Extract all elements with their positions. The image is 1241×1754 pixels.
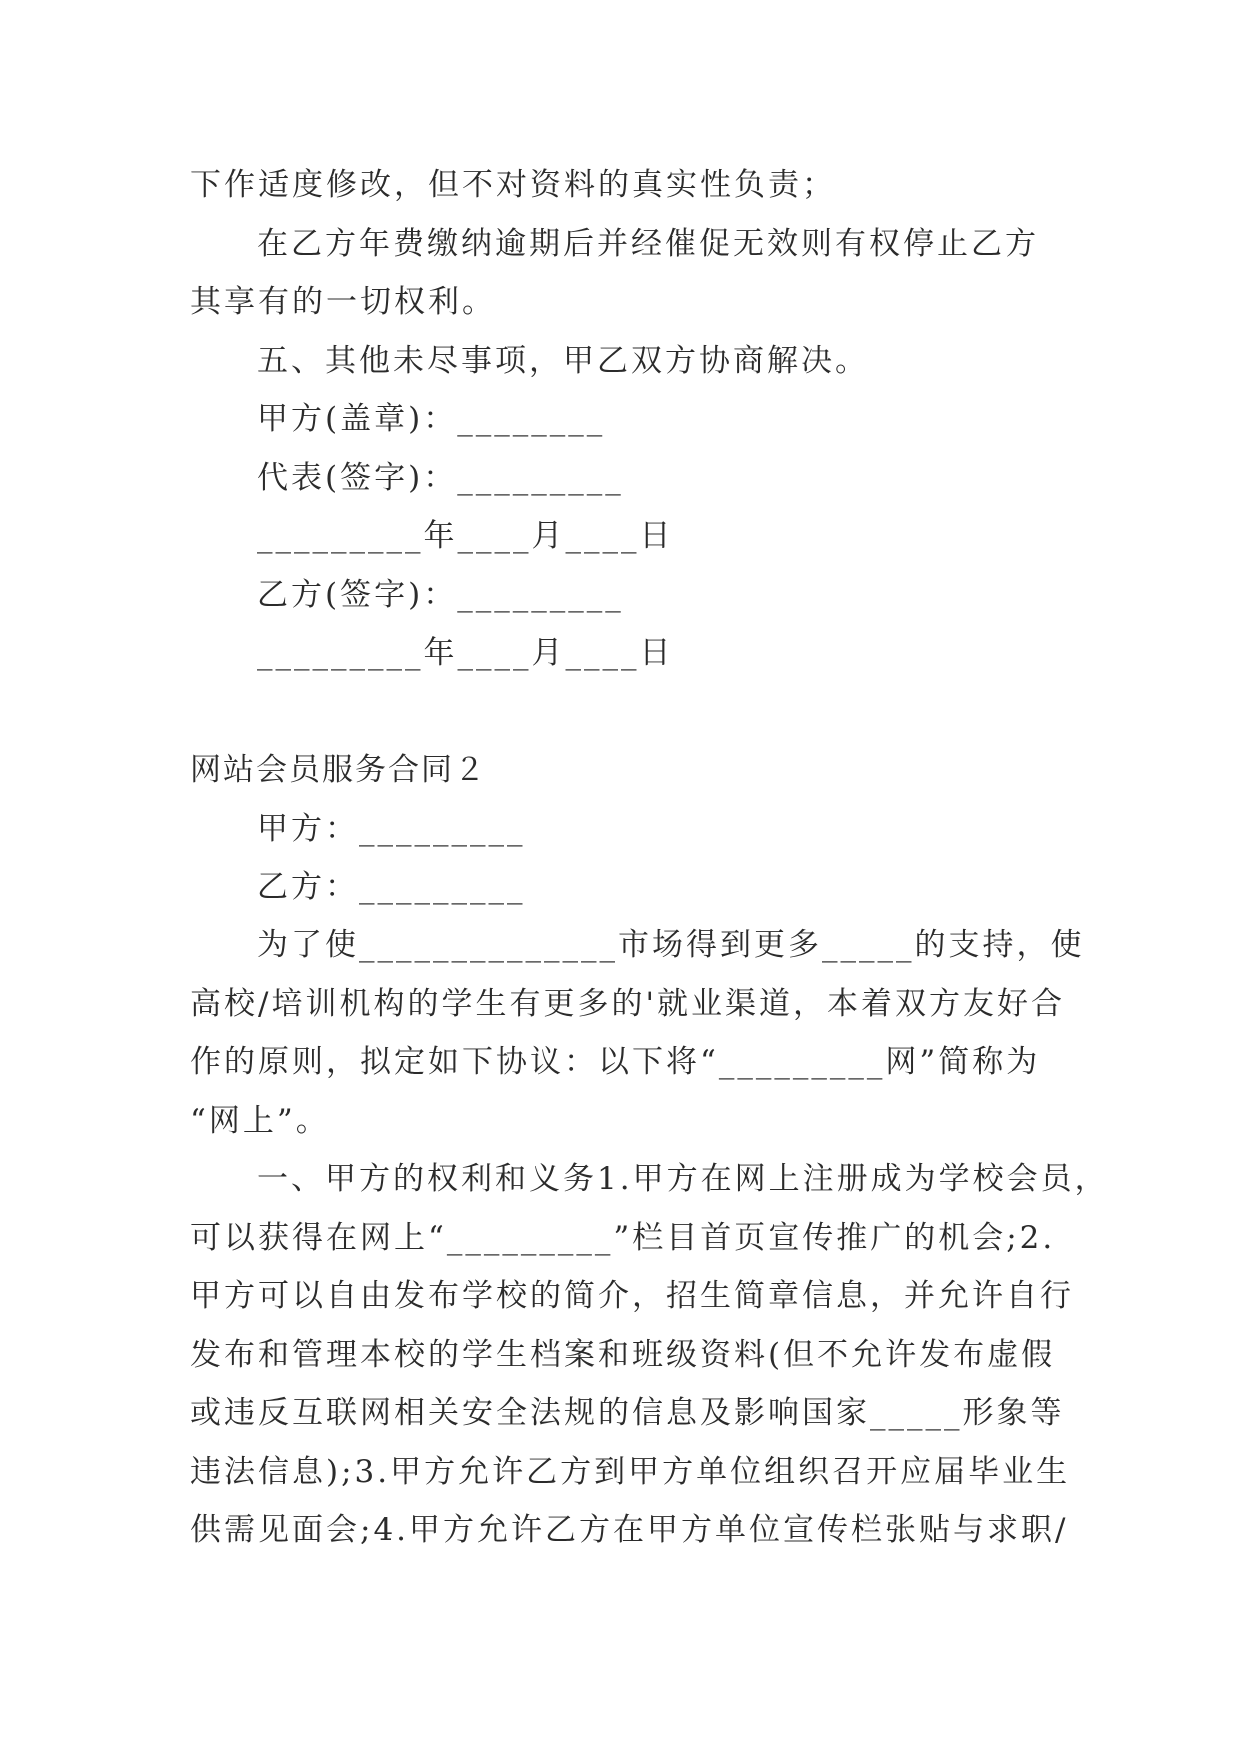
paragraph-line: 作的原则，拟定如下协议：以下将“_________网”简称为 <box>190 1044 1041 1080</box>
paragraph-line: 在乙方年费缴纳逾期后并经催促无效则有权停止乙方 <box>257 226 1039 262</box>
paragraph-line: 一、甲方的权利和义务1.甲方在网上注册成为学校会员， <box>257 1161 1109 1197</box>
paragraph-line: 可以获得在网上“_________”栏目首页宣传推广的机会;2. <box>190 1220 1056 1256</box>
signature-representative: 代表(签字)：_________ <box>257 460 624 496</box>
signature-party-a-seal: 甲方(盖章)：________ <box>257 401 606 437</box>
party-a-field: 甲方：_________ <box>257 811 526 847</box>
paragraph-line: 甲方可以自由发布学校的简介，招生简章信息，并允许自行 <box>190 1278 1074 1314</box>
paragraph-line: 高校/培训机构的学生有更多的'就业渠道，本着双方友好合 <box>190 986 1065 1022</box>
signature-date: _________年____月____日 <box>257 635 674 671</box>
signature-party-b: 乙方(签字)：_________ <box>257 577 624 613</box>
paragraph-line: 其享有的一切权利。 <box>190 284 496 320</box>
paragraph-line: 供需见面会;4.甲方允许乙方在甲方单位宣传栏张贴与求职/ <box>190 1512 1069 1548</box>
signature-date: _________年____月____日 <box>257 518 674 554</box>
paragraph-line: 发布和管理本校的学生档案和班级资料(但不允许发布虚假 <box>190 1337 1056 1373</box>
paragraph-line: 或违反互联网相关安全法规的信息及影响国家_____形象等 <box>190 1395 1065 1431</box>
contract-title: 网站会员服务合同２ <box>190 752 487 788</box>
paragraph-line: 为了使______________市场得到更多_____的支持，使 <box>257 927 1085 963</box>
paragraph-line: “网上”。 <box>190 1103 330 1139</box>
paragraph-line: 五、其他未尽事项，甲乙双方协商解决。 <box>257 343 869 379</box>
party-b-field: 乙方：_________ <box>257 869 526 905</box>
paragraph-line: 下作适度修改，但不对资料的真实性负责； <box>190 167 836 203</box>
paragraph-line: 违法信息);3.甲方允许乙方到甲方单位组织召开应届毕业生 <box>190 1454 1071 1490</box>
